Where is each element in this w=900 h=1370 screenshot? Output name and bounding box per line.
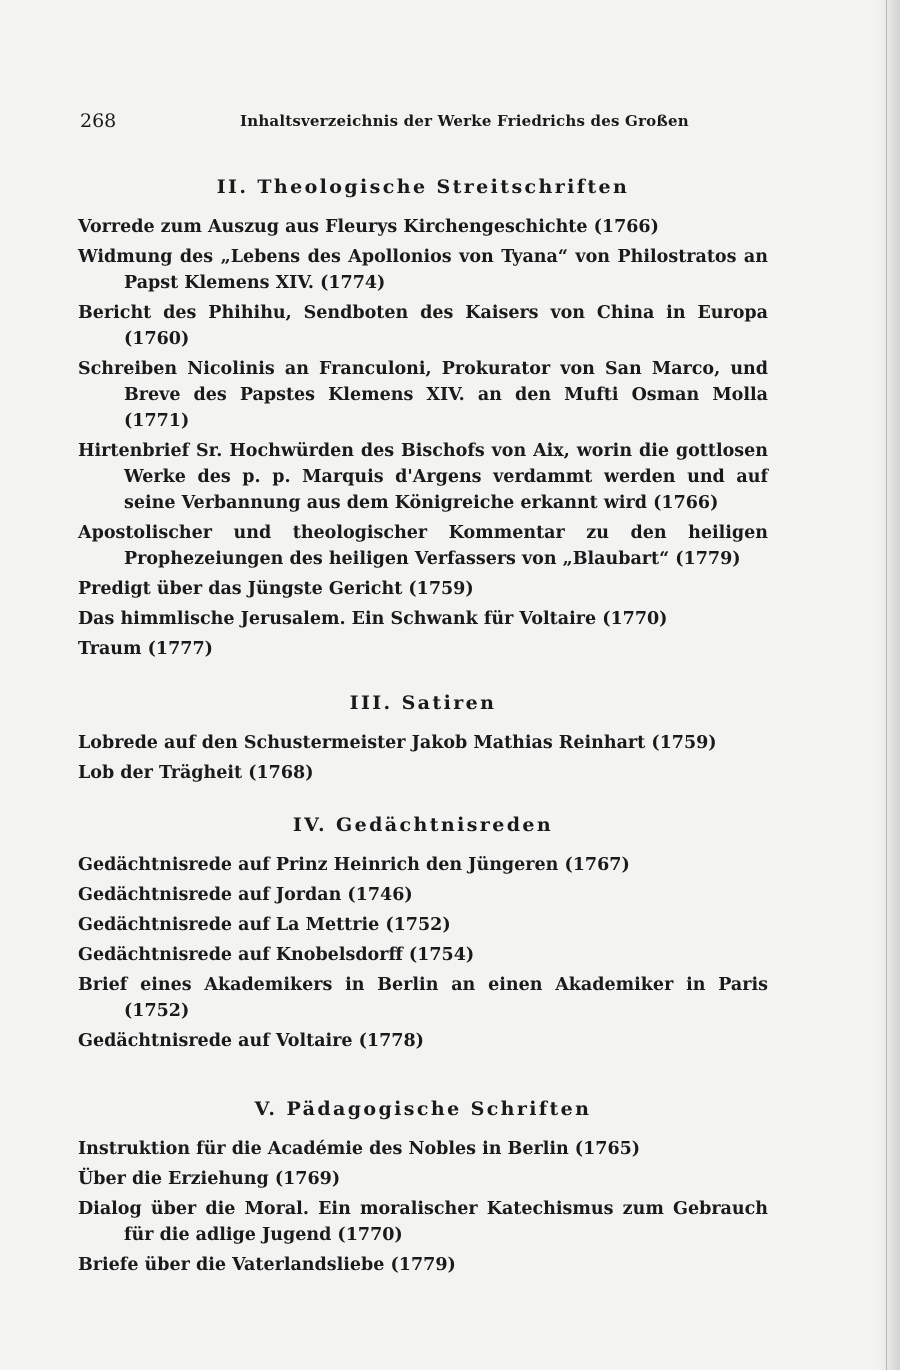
section-heading-paedagogische-schriften: V. Pädagogische Schriften [254,1098,592,1120]
toc-entry: Gedächtnisrede auf Jordan (1746) [78,885,413,905]
toc-entry: Schreiben Nicolinis an Franculoni, Prokurator von San Marco, und Breve des Papstes Klemens XIV. an den Mufti Osman Molla (1771) [78,359,768,431]
toc-entry: Widmung des „Lebens des Apollonios von Tyana“ von Philostratos an Papst Klemens XIV. (1774) [78,247,768,293]
toc-entry: Lobrede auf den Schustermeister Jakob Mathias Reinhart (1759) [78,733,717,753]
toc-entry: Apostolischer und theologischer Kommentar zu den heiligen Prophezeiungen des heiligen Verfassers von „Blaubart“ (1779) [78,523,768,569]
toc-entry: Das himmlische Jerusalem. Ein Schwank für Voltaire (1770) [78,609,668,629]
toc-entry: Vorrede zum Auszug aus Fleurys Kirchengeschichte (1766) [78,217,659,237]
toc-entry: Gedächtnisrede auf La Mettrie (1752) [78,915,451,935]
toc-entry: Bericht des Phihihu, Sendboten des Kaisers von China in Europa (1760) [78,303,768,349]
toc-entry: Gedächtnisrede auf Voltaire (1778) [78,1031,424,1051]
toc-entry: Gedächtnisrede auf Prinz Heinrich den Jüngeren (1767) [78,855,630,875]
page-edge [878,0,900,1370]
section-heading-satiren: III. Satiren [349,692,497,714]
running-head [80,110,760,138]
toc-entry: Instruktion für die Académie des Nobles in Berlin (1765) [78,1139,641,1159]
section-heading-gedaechtnisreden: IV. Gedächtnisreden [292,814,554,836]
toc-entry: Gedächtnisrede auf Knobelsdorff (1754) [78,945,475,965]
toc-entry: Brief eines Akademikers in Berlin an einen Akademiker in Paris (1752) [78,975,768,1021]
toc-entry: Über die Erziehung (1769) [78,1169,341,1189]
toc-entry: Lob der Trägheit (1768) [78,763,314,783]
running-title: Inhaltsverzeichnis der Werke Friedrichs des Großen [240,112,689,130]
page-number: 268 [80,110,117,132]
toc-entry: Predigt über das Jüngste Gericht (1759) [78,579,474,599]
toc-entry: Traum (1777) [78,639,213,659]
table-of-contents [78,172,768,1282]
toc-entry: Briefe über die Vaterlandsliebe (1779) [78,1255,456,1275]
toc-entry: Hirtenbrief Sr. Hochwürden des Bischofs von Aix, worin die gottlosen Werke des p. p. Marquis d'Argens verdammt werden und auf seine Verbannung aus dem Königreiche erkannt wird (1766) [78,441,768,513]
toc-entry: Dialog über die Moral. Ein moralischer Katechismus zum Gebrauch für die adlige Jugend (1770) [78,1199,768,1245]
section-heading-theologische-streitschriften: II. Theologische Streitschriften [216,176,630,198]
